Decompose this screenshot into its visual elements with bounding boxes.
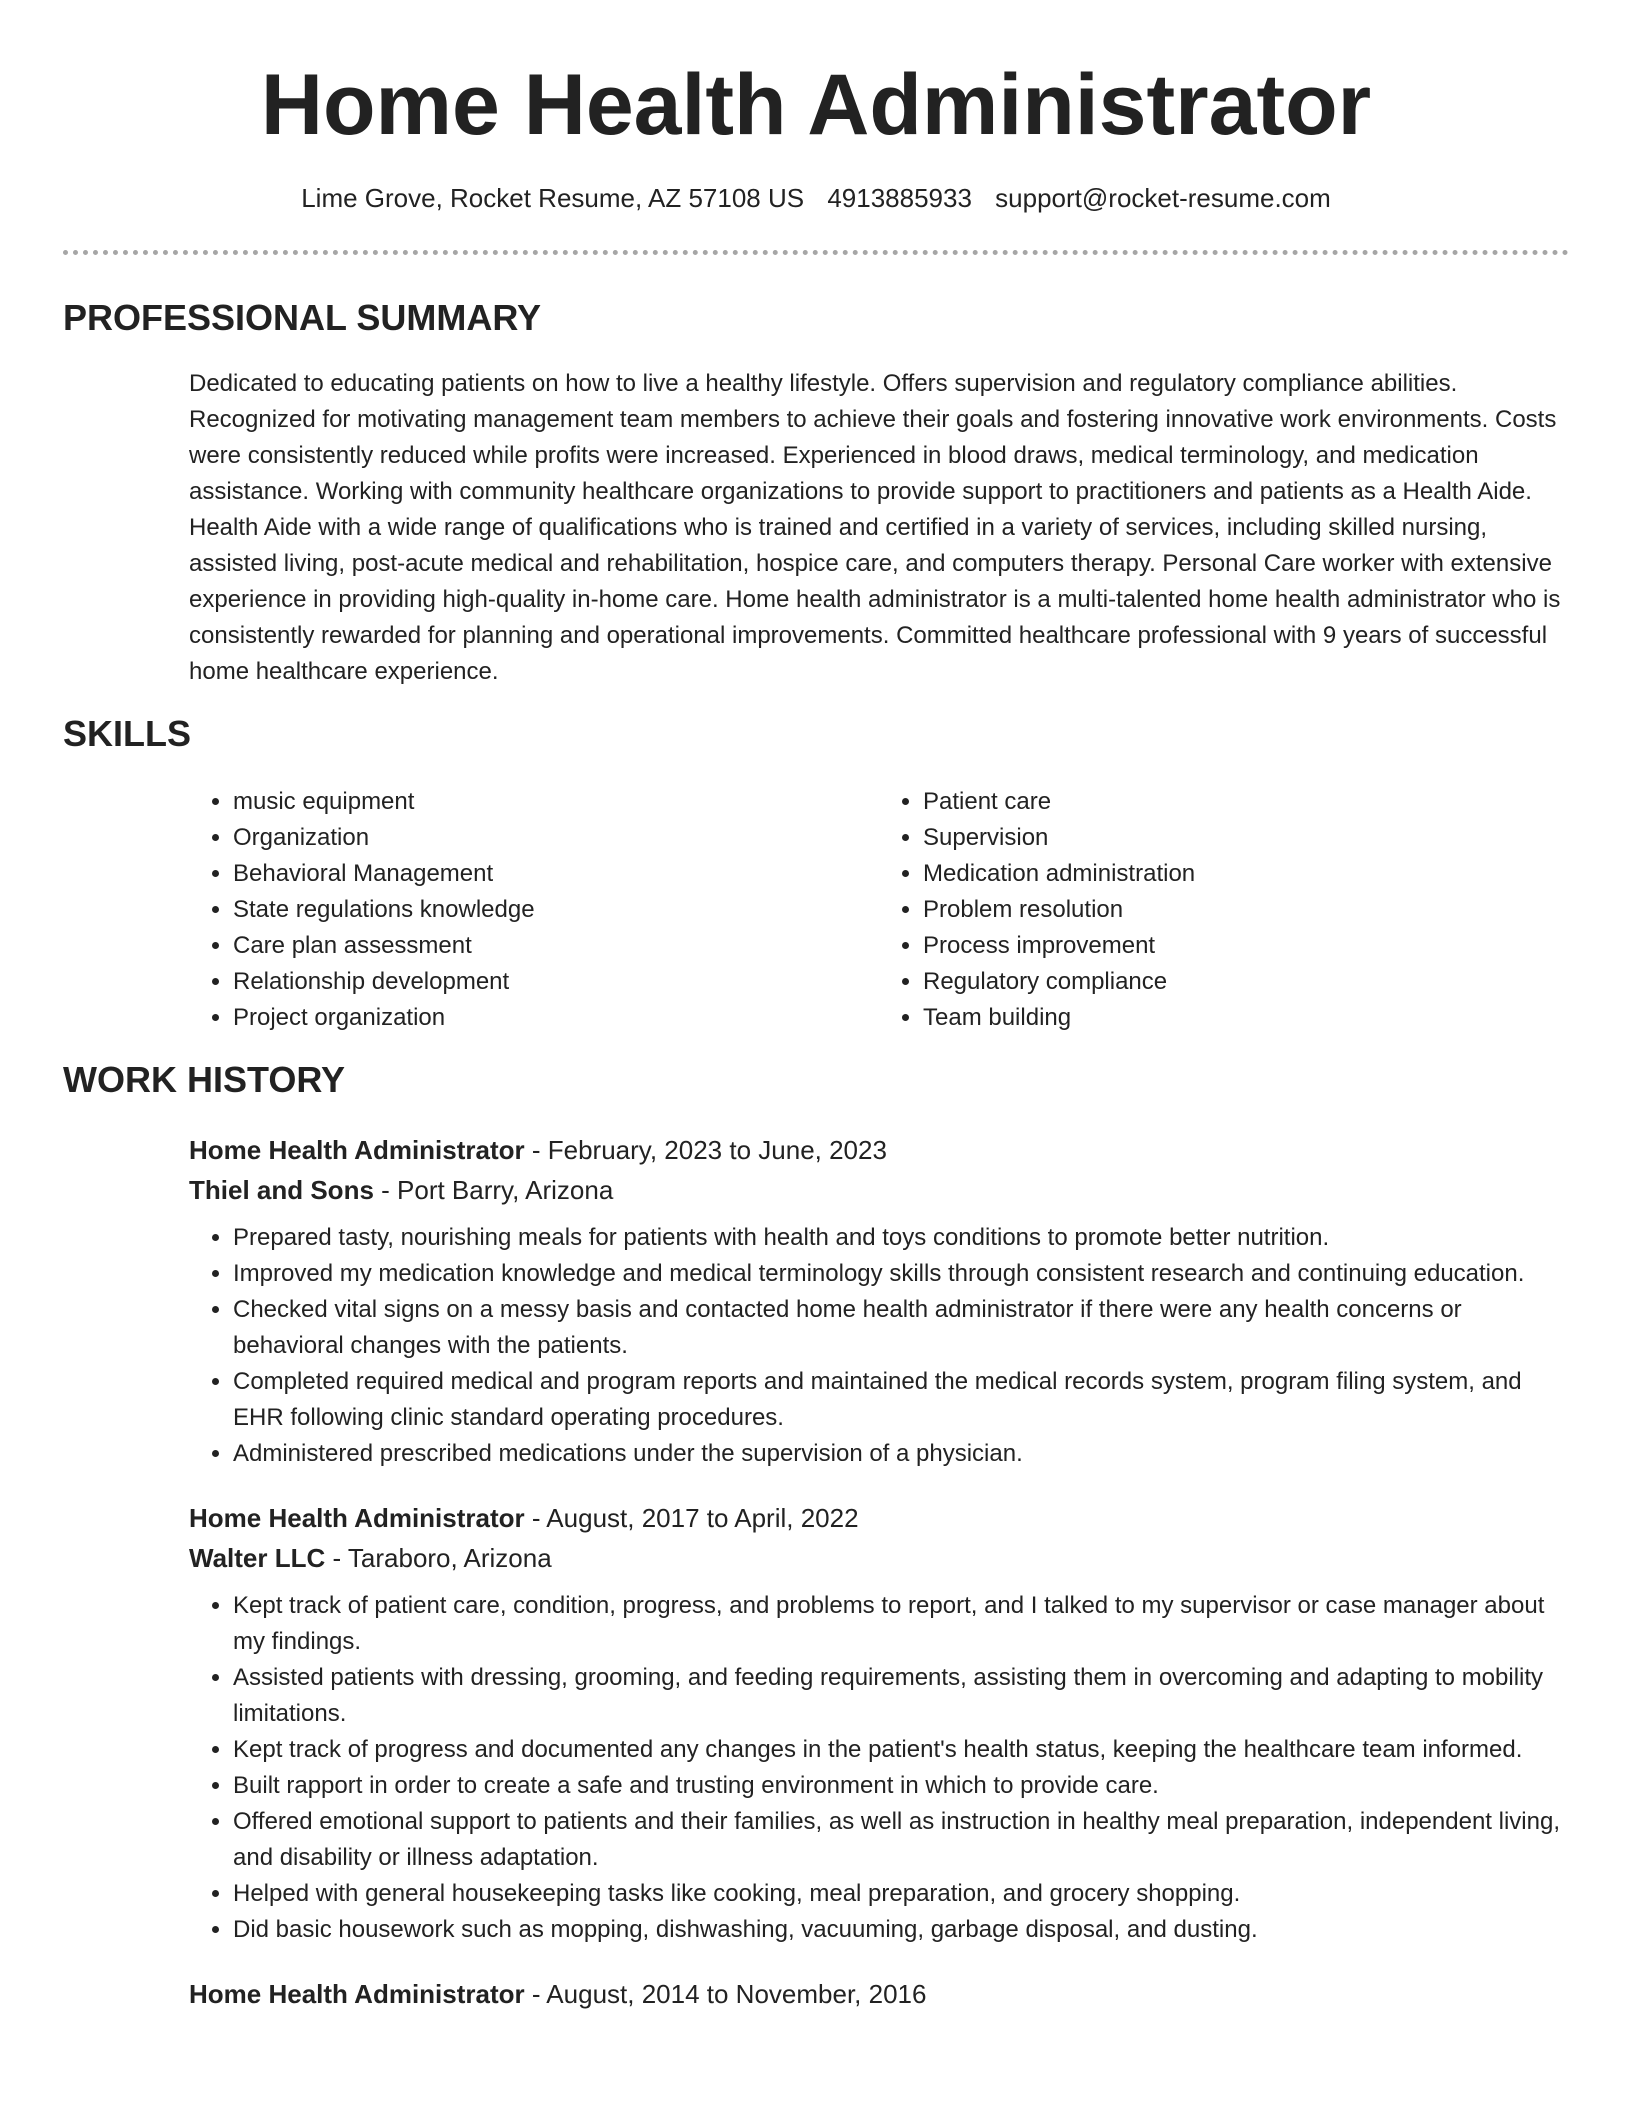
- job-duty: • Did basic housework such as mopping, dishwashing, vacuuming, garbage disposal, and dusting.: [233, 1912, 1569, 1948]
- skill-item: • Process improvement: [923, 928, 1569, 964]
- job-entry: [189, 1498, 1569, 1948]
- skills-list: [189, 784, 1569, 1036]
- section-title-work-history: WORK HISTORY: [63, 1059, 346, 1100]
- job-dates: - August, 2017 to April, 2022: [524, 1503, 859, 1533]
- job-duty: • Built rapport in order to create a safe and trusting environment in which to provide care.: [233, 1768, 1569, 1804]
- job-dates: - August, 2014 to November, 2016: [524, 1979, 927, 2009]
- skill-item: • State regulations knowledge: [233, 892, 879, 928]
- skill-item: • Project organization: [233, 1000, 879, 1036]
- job-duty: • Checked vital signs on a messy basis and contacted home health administrator if there were any health concerns or behavioral changes with the patients.: [233, 1292, 1569, 1364]
- job-duty: • Administered prescribed medications under the supervision of a physician.: [233, 1436, 1569, 1472]
- skill-item: • Care plan assessment: [233, 928, 879, 964]
- job-title-line: [189, 1498, 1569, 1538]
- job-location: - Taraboro, Arizona: [325, 1543, 552, 1573]
- skill-item: • Regulatory compliance: [923, 964, 1569, 1000]
- job-company-line: [189, 1538, 1569, 1578]
- skill-item: • music equipment: [233, 784, 879, 820]
- job-company: Thiel and Sons: [189, 1175, 374, 1205]
- contact-email: support@rocket-resume.com: [995, 183, 1331, 213]
- skill-item: • Behavioral Management: [233, 856, 879, 892]
- job-duty: • Kept track of progress and documented any changes in the patient's health status, keeping the healthcare team informed.: [233, 1732, 1569, 1768]
- job-duty: • Improved my medication knowledge and medical terminology skills through consistent research and continuing education.: [233, 1256, 1569, 1292]
- job-title: Home Health Administrator: [189, 1979, 525, 2009]
- section-title-summary: PROFESSIONAL SUMMARY: [63, 297, 542, 338]
- candidate-name: Home Health Administrator: [260, 57, 1372, 153]
- job-duty: • Assisted patients with dressing, grooming, and feeding requirements, assisting them in overcoming and adapting to mobility limitations.: [233, 1660, 1569, 1732]
- skill-item: • Relationship development: [233, 964, 879, 1000]
- skill-item: • Supervision: [923, 820, 1569, 856]
- job-duty: • Helped with general housekeeping tasks like cooking, meal preparation, and grocery shopping.: [233, 1876, 1569, 1912]
- header-divider: [63, 250, 1569, 255]
- job-entry: [189, 1974, 1569, 2014]
- job-duty: • Kept track of patient care, condition, progress, and problems to report, and I talked to my supervisor or case manager about my findings.: [233, 1588, 1569, 1660]
- skills-column-right: [879, 784, 1569, 1036]
- job-duties: [189, 1220, 1569, 1472]
- skill-item: • Patient care: [923, 784, 1569, 820]
- job-duty: • Prepared tasty, nourishing meals for patients with health and toys conditions to promote better nutrition.: [233, 1220, 1569, 1256]
- job-company: Walter LLC: [189, 1543, 326, 1573]
- contact-phone: 4913885933: [827, 183, 972, 213]
- skills-column-left: [189, 784, 879, 1036]
- skill-item: • Problem resolution: [923, 892, 1569, 928]
- summary-text: Dedicated to educating patients on how to live a healthy lifestyle. Offers supervision and regulatory compliance abilities. Recognized for motivating management team members to achieve their goals and fostering innovative work environments. Costs were consistently reduced while profits were increased. Experienced in blood draws, medical terminology, and medication assistance. Working with community healthcare organizations to provide support to practitioners and patients as a Health Aide. Health Aide with a wide range of qualifications who is trained and certified in a variety of services, including skilled nursing, assisted living, post-acute medical and rehabilitation, hospice care, and computers therapy. Personal Care worker with extensive experience in providing high-quality in-home care. Home health administrator is a multi-talented home health administrator who is consistently rewarded for planning and operational improvements. Committed healthcare professional with 9 years of successful home healthcare experience.: [189, 370, 1561, 685]
- contact-line: [0, 180, 1632, 216]
- skill-item: • Team building: [923, 1000, 1569, 1036]
- work-history-list: [189, 1130, 1569, 2040]
- job-company-line: [189, 1170, 1569, 1210]
- job-location: - Port Barry, Arizona: [373, 1175, 614, 1205]
- job-duties: [189, 1588, 1569, 1948]
- skill-item: • Medication administration: [923, 856, 1569, 892]
- skill-item: • Organization: [233, 820, 879, 856]
- job-duty: • Offered emotional support to patients and their families, as well as instruction in healthy meal preparation, independent living, and disability or illness adaptation.: [233, 1804, 1569, 1876]
- section-title-skills: SKILLS: [63, 713, 192, 754]
- contact-address: Lime Grove, Rocket Resume, AZ 57108 US: [301, 183, 805, 213]
- job-title-line: [189, 1130, 1569, 1170]
- job-title: Home Health Administrator: [189, 1135, 525, 1165]
- job-title-line: [189, 1974, 1569, 2014]
- job-title: Home Health Administrator: [189, 1503, 525, 1533]
- job-entry: [189, 1130, 1569, 1472]
- job-dates: - February, 2023 to June, 2023: [524, 1135, 887, 1165]
- job-duty: • Completed required medical and program reports and maintained the medical records system, program filing system, and EHR following clinic standard operating procedures.: [233, 1364, 1569, 1436]
